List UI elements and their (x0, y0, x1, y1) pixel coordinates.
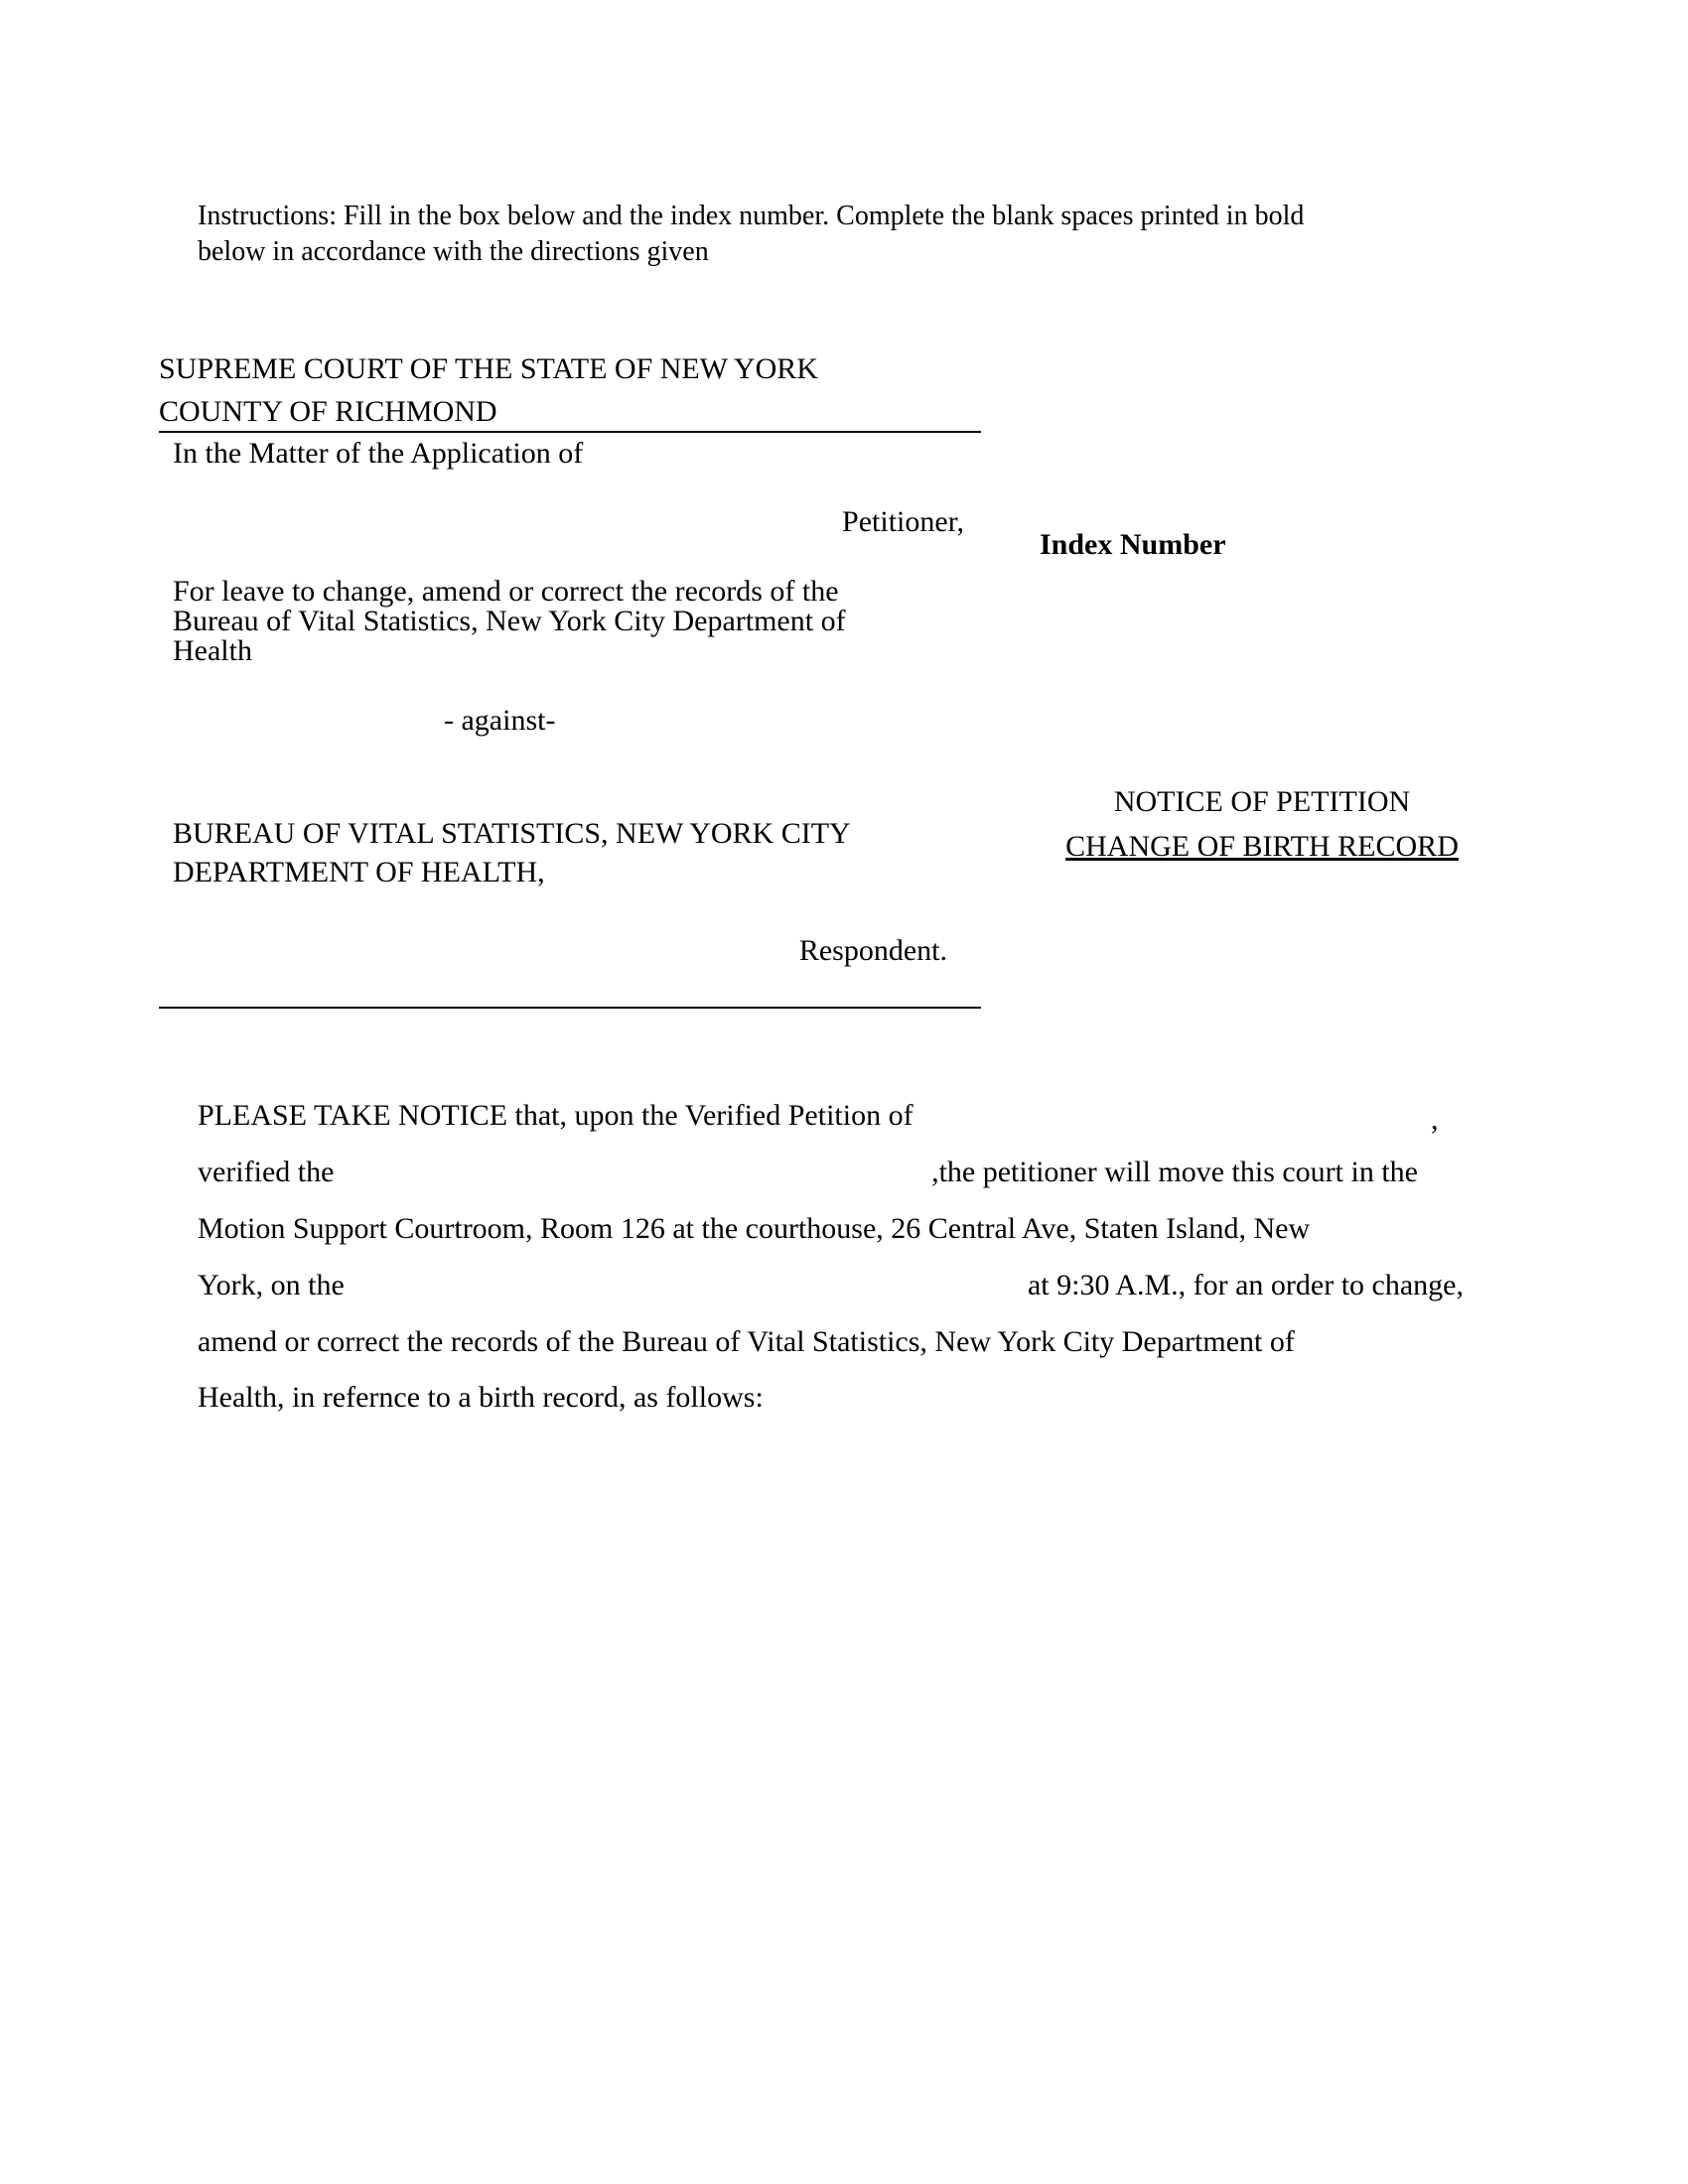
purpose-line: Bureau of Vital Statistics, New York City Department of (173, 605, 846, 637)
purpose-line: For leave to change, amend or correct the records of the (173, 575, 839, 608)
matter-heading: In the Matter of the Application of (173, 437, 584, 470)
against-label: - against- (444, 704, 556, 737)
respondent-name-line: DEPARTMENT OF HEALTH, (173, 856, 545, 888)
notice-title: NOTICE OF PETITION (1113, 785, 1411, 818)
body-line-1-comma: , (1431, 1103, 1439, 1136)
purpose-text (173, 577, 846, 666)
body-line-4-end: at 9:30 A.M., for an order to change, (1027, 1269, 1464, 1301)
caption-bottom-rule (159, 1007, 981, 1009)
body-line-2-start: verified the (198, 1156, 335, 1188)
county-name: COUNTY OF RICHMOND (159, 395, 497, 428)
body-line-1: PLEASE TAKE NOTICE that, upon the Verified Petition of (198, 1099, 914, 1132)
body-line-3: Motion Support Courtroom, Room 126 at the courthouse, 26 Central Ave, Staten Island, New (198, 1212, 1311, 1245)
body-line-5: amend or correct the records of the Bureau of Vital Statistics, New York City Department of (198, 1325, 1295, 1358)
purpose-line: Health (173, 634, 252, 667)
petitioner-label: Petitioner, (842, 505, 964, 538)
body-line-6: Health, in refernce to a birth record, as follows: (198, 1381, 764, 1414)
index-number-label: Index Number (1040, 528, 1226, 561)
notice-subtitle: CHANGE OF BIRTH RECORD (1065, 830, 1459, 863)
court-name: SUPREME COURT OF THE STATE OF NEW YORK (159, 352, 818, 385)
body-line-2-end: ,the petitioner will move this court in the (931, 1156, 1418, 1188)
instructions-line-2: below in accordance with the directions given (198, 236, 709, 267)
body-line-4-start: York, on the (198, 1269, 345, 1301)
respondent-name-line: BUREAU OF VITAL STATISTICS, NEW YORK CITY (173, 817, 851, 850)
respondent-label: Respondent. (798, 934, 947, 967)
caption-top-rule (159, 431, 981, 433)
instructions-line-1: Instructions: Fill in the box below and the index number. Complete the blank spaces printed in bold (198, 201, 1305, 231)
